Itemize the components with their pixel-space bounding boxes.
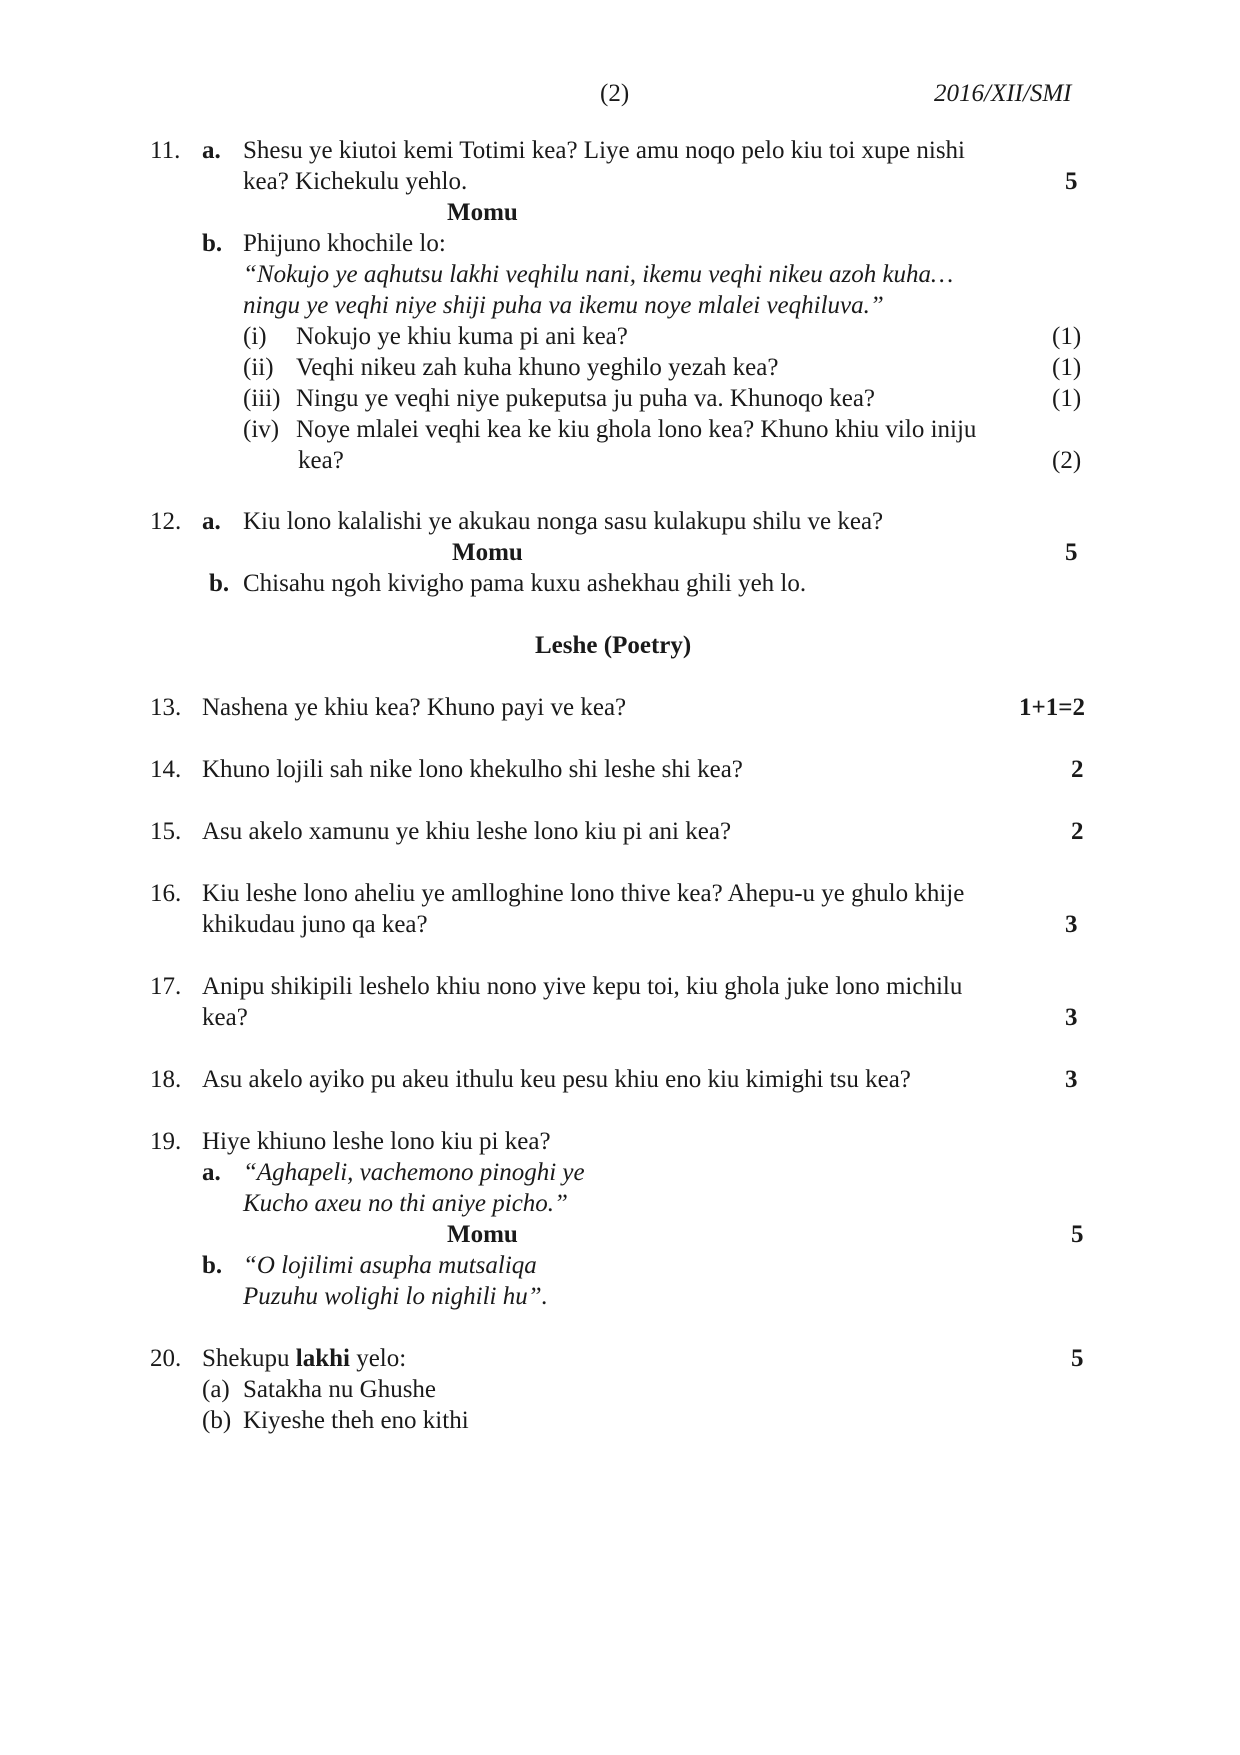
question-number: 14. [150,756,182,783]
question-text: Khuno lojili sah nike lono khekulho shi leshe shi kea? [202,756,743,783]
question-text: Nashena ye khiu kea? Khuno payi ve kea? [202,694,627,721]
part-label: b. [202,1252,223,1279]
marks: (1) [1052,385,1082,412]
question-number: 11. [150,137,181,164]
question-text: kea? [202,1004,248,1031]
quoted-verse: Puzuhu wolighi lo nighili hu”. [243,1283,548,1310]
marks: 3 [1065,1004,1078,1031]
question-number: 18. [150,1066,182,1093]
section-title: Leshe (Poetry) [535,632,692,659]
question-text: Kiu lono kalalishi ye akukau nonga sasu kulakupu shilu ve kea? [243,508,884,535]
marks: 2 [1071,756,1084,783]
question-number: 15. [150,818,182,845]
question-text: khikudau juno qa kea? [202,911,428,938]
or-separator: Momu [452,539,523,566]
question-text: Asu akelo xamunu ye khiu leshe lono kiu pi ani kea? [202,818,732,845]
marks: 5 [1065,168,1078,195]
option-label: (a) [202,1376,230,1403]
marks: (1) [1052,323,1082,350]
option-text: Satakha nu Ghushe [243,1376,437,1403]
part-label: b. [202,230,223,257]
page-number: (2) [600,80,630,107]
quoted-verse: “Aghapeli, vachemono pinoghi ye [243,1159,585,1186]
question-text: Kiu leshe lono aheliu ye amlloghine lono thive kea? Ahepu-u ye ghulo khije [202,880,965,907]
question-text [202,1343,406,1374]
or-separator: Momu [447,199,518,226]
sub-question-text: Ningu ye veqhi niye pukeputsa ju puha va. Khunoqo kea? [296,385,876,412]
question-text: Shesu ye kiutoi kemi Totimi kea? Liye amu noqo pelo kiu toi xupe nishi [243,137,965,164]
question-number: 17. [150,973,182,1000]
marks: (1) [1052,354,1082,381]
sub-question-number: (ii) [243,354,274,381]
question-text: Asu akelo ayiko pu akeu ithulu keu pesu khiu eno kiu kimighi tsu kea? [202,1066,911,1093]
quoted-verse: Kucho axeu no thi aniye picho.” [243,1190,568,1217]
sub-question-text: Veqhi nikeu zah kuha khuno yeghilo yezah kea? [296,354,779,381]
question-number: 13. [150,694,182,721]
question-text: Hiye khiuno leshe lono kiu pi kea? [202,1128,551,1155]
paper-code: 2016/XII/SMI [934,80,1072,107]
sub-question-number: (iv) [243,416,280,443]
quoted-passage: ningu ye veqhi niye shiji puha va ikemu noye mlalei veqhiluva.” [243,292,884,319]
prompt-start: Shekupu [202,1345,296,1372]
marks: 3 [1065,911,1078,938]
option-text: Kiyeshe theh eno kithi [243,1407,469,1434]
question-text: Anipu shikipili leshelo khiu nono yive kepu toi, kiu ghola juke lono michilu [202,973,963,1000]
question-text: Chisahu ngoh kivigho pama kuxu ashekhau ghili yeh lo. [243,570,807,597]
question-number: 12. [150,508,182,535]
sub-question-number: (iii) [243,385,281,412]
part-label: a. [202,508,221,535]
sub-question-text: Noye mlalei veqhi kea ke kiu ghola lono kea? Khuno khiu vilo iniju [296,416,977,443]
marks: 5 [1071,1221,1084,1248]
sub-question-text: kea? [298,447,344,474]
option-label: (b) [202,1407,232,1434]
sub-question-number: (i) [243,323,267,350]
question-number: 20. [150,1345,182,1372]
sub-question-text: Nokujo ye khiu kuma pi ani kea? [296,323,628,350]
part-label: a. [202,137,221,164]
prompt-emphasis: lakhi [295,1345,350,1372]
or-separator: Momu [447,1221,518,1248]
quoted-verse: “O lojilimi asupha mutsaliqa [243,1252,537,1279]
marks: 5 [1065,539,1078,566]
marks: 1+1=2 [1019,694,1085,721]
part-label: b. [209,570,230,597]
marks: 5 [1071,1345,1084,1372]
marks: 3 [1065,1066,1078,1093]
question-text: Phijuno khochile lo: [243,230,446,257]
question-number: 19. [150,1128,182,1155]
question-number: 16. [150,880,182,907]
quoted-passage: “Nokujo ye aqhutsu lakhi veqhilu nani, ikemu veqhi nikeu azoh kuha… [243,261,954,288]
part-label: a. [202,1159,221,1186]
marks: (2) [1052,447,1082,474]
question-text: kea? Kichekulu yehlo. [243,168,468,195]
marks: 2 [1071,818,1084,845]
prompt-end: yelo: [349,1345,407,1372]
